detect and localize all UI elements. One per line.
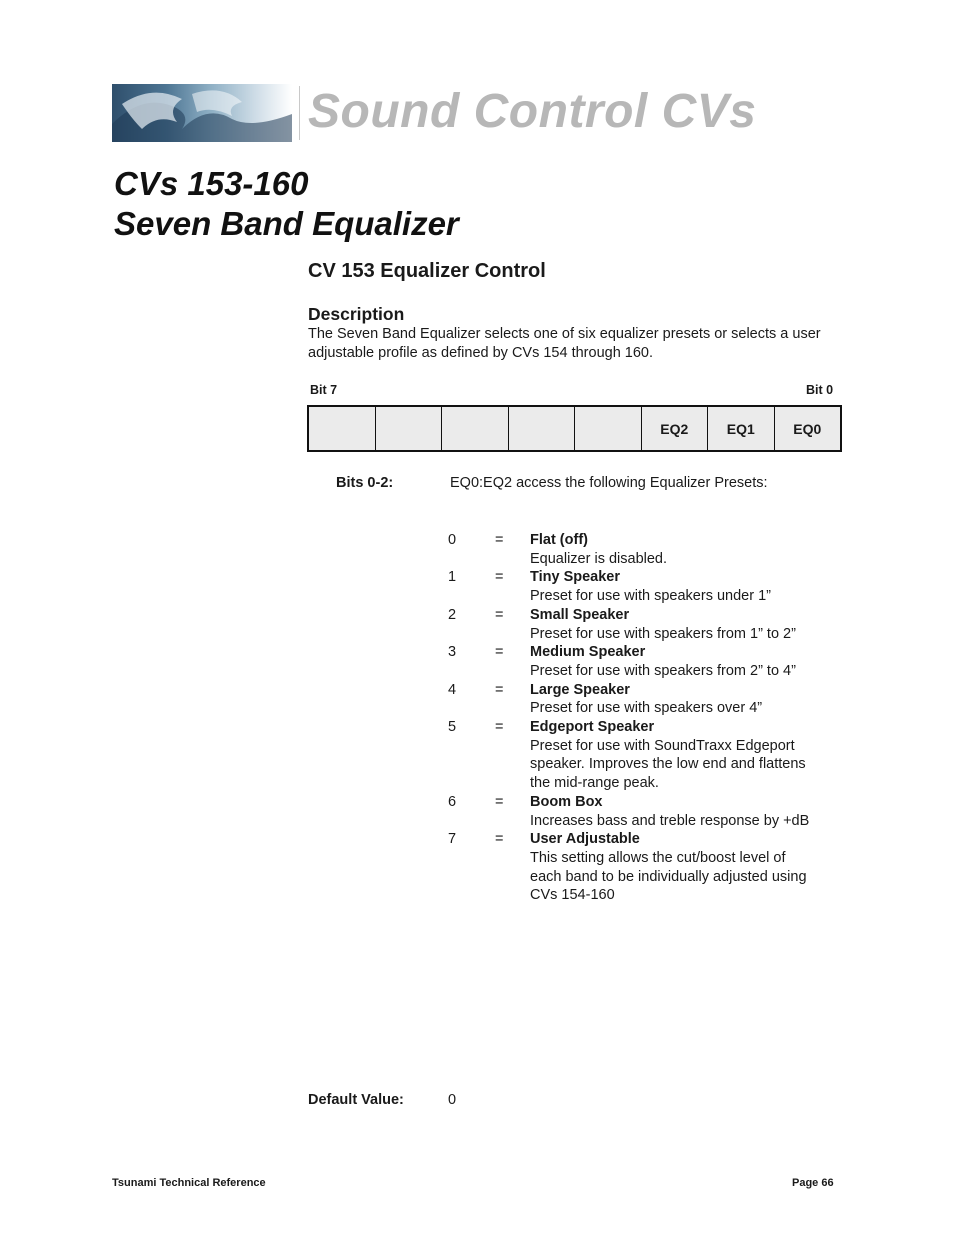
preset-detail: This setting allows the cut/boost level of each band to be individually adjusted using CVs 154-160 bbox=[530, 849, 807, 904]
preset-value: 2 bbox=[448, 606, 457, 623]
header-divider bbox=[299, 86, 300, 140]
bit-cell-2: EQ2 bbox=[642, 407, 709, 450]
cv-subtitle: CV 153 Equalizer Control bbox=[308, 260, 546, 282]
equals-sign: = bbox=[495, 606, 504, 623]
preset-detail: Preset for use with speakers over 4” bbox=[530, 700, 763, 717]
preset-item bbox=[448, 793, 848, 830]
wave-logo-image bbox=[112, 84, 292, 142]
equals-sign: = bbox=[495, 793, 504, 810]
bits-text: EQ0:EQ2 access the following Equalizer Presets: bbox=[450, 475, 768, 491]
bit-cell-3 bbox=[575, 407, 642, 450]
preset-detail: Increases bass and treble response by +dB bbox=[530, 812, 810, 829]
page-title-line-1: CVs 153-160 bbox=[114, 165, 309, 202]
default-value-label: Default Value: bbox=[308, 1092, 404, 1108]
preset-item bbox=[448, 643, 848, 680]
preset-value: 6 bbox=[448, 793, 457, 810]
preset-name: Boom Box bbox=[530, 793, 603, 810]
bit-cell-5 bbox=[442, 407, 509, 450]
preset-item bbox=[448, 718, 848, 793]
equals-sign: = bbox=[495, 719, 504, 736]
preset-name: Small Speaker bbox=[530, 606, 630, 623]
preset-item bbox=[448, 568, 848, 605]
preset-item bbox=[448, 830, 848, 905]
page-title bbox=[114, 164, 459, 244]
preset-value: 4 bbox=[448, 681, 457, 698]
footer-document-title: Tsunami Technical Reference bbox=[112, 1177, 266, 1189]
description-heading: Description bbox=[308, 304, 405, 324]
section-title: Sound Control CVs bbox=[308, 85, 757, 138]
bits-label: Bits 0-2: bbox=[336, 475, 394, 491]
bit-cell-4 bbox=[509, 407, 576, 450]
preset-detail: Preset for use with speakers from 2” to 4” bbox=[530, 662, 796, 679]
preset-list bbox=[448, 531, 848, 905]
preset-detail: Preset for use with speakers from 1” to 2” bbox=[530, 625, 796, 642]
bit-cell-7 bbox=[309, 407, 376, 450]
equals-sign: = bbox=[495, 644, 504, 661]
preset-name: Medium Speaker bbox=[530, 644, 646, 661]
description-text: The Seven Band Equalizer selects one of six equalizer presets or selects a user adjustable profile as defined by CVs 154 through 160. bbox=[308, 326, 821, 361]
equals-sign: = bbox=[495, 569, 504, 586]
equals-sign: = bbox=[495, 532, 504, 548]
preset-detail: Preset for use with SoundTraxx Edgeport speaker. Improves the low end and flattens the mid-range peak. bbox=[530, 737, 806, 792]
preset-name: Large Speaker bbox=[530, 681, 630, 698]
preset-value: 7 bbox=[448, 831, 457, 848]
preset-item bbox=[448, 606, 848, 643]
preset-name: Tiny Speaker bbox=[530, 569, 621, 586]
preset-value: 0 bbox=[448, 532, 457, 548]
preset-name: User Adjustable bbox=[530, 831, 640, 848]
equals-sign: = bbox=[495, 681, 504, 698]
preset-name: Edgeport Speaker bbox=[530, 719, 655, 736]
preset-item bbox=[448, 681, 848, 718]
preset-value: 5 bbox=[448, 719, 457, 736]
preset-value: 3 bbox=[448, 644, 457, 661]
preset-detail: Preset for use with speakers under 1” bbox=[530, 588, 771, 605]
bit-0-label: Bit 0 bbox=[806, 383, 834, 397]
equals-sign: = bbox=[495, 831, 504, 848]
preset-value: 1 bbox=[448, 569, 457, 586]
page-title-line-2: Seven Band Equalizer bbox=[114, 205, 459, 242]
preset-name: Flat (off) bbox=[530, 532, 588, 548]
preset-item bbox=[448, 531, 848, 568]
bit-cell-1: EQ1 bbox=[708, 407, 775, 450]
preset-detail: Equalizer is disabled. bbox=[530, 550, 668, 567]
bit-cell-0: EQ0 bbox=[775, 407, 841, 450]
bit-cell-6 bbox=[376, 407, 443, 450]
footer-page-number: Page 66 bbox=[792, 1177, 834, 1189]
bit-7-label: Bit 7 bbox=[310, 383, 338, 397]
default-value: 0 bbox=[448, 1092, 457, 1108]
bit-table bbox=[307, 405, 842, 452]
